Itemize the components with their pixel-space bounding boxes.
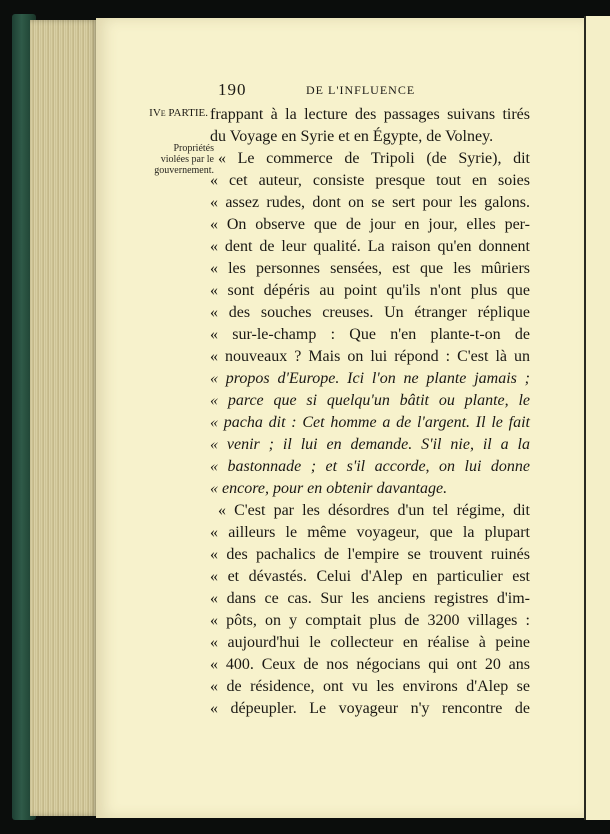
text-line: « sont dépéris au point qu'ils n'ont plus que <box>210 282 530 299</box>
text-line: frappant à la lecture des passages suivans tirés <box>210 106 530 123</box>
text-line: « aujourd'hui le collecteur en réalise à peine <box>210 634 530 651</box>
margin-part-label: IVe PARTIE. <box>149 107 208 119</box>
body-text <box>210 104 530 720</box>
text-line-italic: « encore, pour en obtenir davantage. <box>210 480 448 497</box>
text-line: « On observe que de jour en jour, elles per- <box>210 216 530 233</box>
text-line: du Voyage en Syrie et en Égypte, de Volney. <box>210 128 494 145</box>
text-line: « de résidence, ont vu les environs d'Alep se <box>210 678 530 695</box>
text-line: « Le commerce de Tripoli (de Syrie), dit <box>218 150 530 167</box>
page-number: 190 <box>218 80 247 99</box>
margin-note <box>134 143 214 176</box>
margin-note-line: violées par le <box>160 154 214 165</box>
text-line-italic: « venir ; il lui en demande. S'il nie, il a la <box>210 436 530 453</box>
page-stack-edges <box>30 20 98 816</box>
text-line: « des souches creuses. Un étranger réplique <box>210 304 530 321</box>
text-line: « assez rudes, dont on se sert pour les galons. <box>210 194 530 211</box>
running-head: DE L'INFLUENCE <box>306 83 416 97</box>
margin-note-line: gouvernement. <box>154 165 214 176</box>
text-line-italic: « bastonnade ; et s'il accorde, on lui donne <box>210 458 530 475</box>
text-line-italic: « propos d'Europe. Ici l'on ne plante jamais ; <box>210 370 530 387</box>
text-line-italic: « pacha dit : Cet homme a de l'argent. Il le fait <box>210 414 530 431</box>
text-line: « dépeupler. Le voyageur n'y rencontre de <box>210 700 530 717</box>
page-header <box>210 80 530 100</box>
text-line: « ailleurs le même voyageur, que la plupart <box>210 524 530 541</box>
text-line: « C'est par les désordres d'un tel régime, dit <box>218 502 530 519</box>
text-line: « des pachalics de l'empire se trouvent ruinés <box>210 546 530 563</box>
text-line: « nouveaux ? Mais on lui répond : C'est là un <box>210 348 530 365</box>
text-line: « cet auteur, consiste presque tout en soies <box>210 172 530 189</box>
margin-note-line: Propriétés <box>173 143 214 154</box>
text-line: « pôts, on y comptait plus de 3200 villages : <box>210 612 530 629</box>
text-line: « les personnes sensées, est que les mûriers <box>210 260 530 277</box>
text-line-italic: « parce que si quelqu'un bâtit ou plante, le <box>210 392 530 409</box>
text-line: « dans ce cas. Sur les anciens registres d'im- <box>210 590 530 607</box>
text-line: « sur-le-champ : Que n'en plante-t-on de <box>210 326 530 343</box>
text-line: « et dévastés. Celui d'Alep en particulier est <box>210 568 530 585</box>
facing-page-edge <box>584 16 610 820</box>
text-line: « dent de leur qualité. La raison qu'en donnent <box>210 238 530 255</box>
text-line: « 400. Ceux de nos négocians qui ont 20 ans <box>210 656 530 673</box>
